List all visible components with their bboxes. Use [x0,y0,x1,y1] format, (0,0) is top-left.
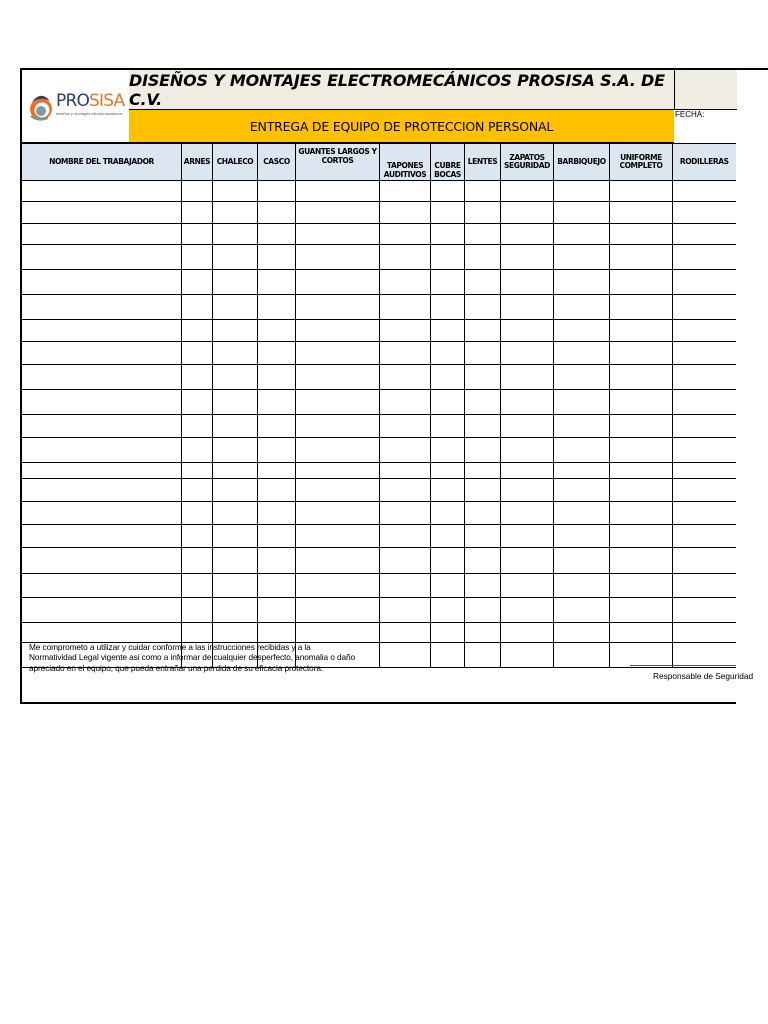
table-cell[interactable] [258,548,296,574]
table-cell[interactable] [431,574,465,598]
table-cell[interactable] [554,320,610,342]
table-cell[interactable] [258,202,296,224]
table-cell[interactable] [296,623,380,643]
table-cell[interactable] [22,181,182,202]
table-cell[interactable] [22,270,182,295]
table-cell[interactable] [213,320,258,342]
col-header-rodilleras: RODILLERAS [673,144,736,181]
table-cell[interactable] [465,643,501,668]
table-cell[interactable] [380,245,431,270]
table-cell[interactable] [431,463,465,479]
table-cell[interactable] [431,202,465,224]
table-row [22,202,736,224]
table-cell[interactable] [610,320,673,342]
table-row [22,574,736,598]
table-cell[interactable] [258,245,296,270]
table-cell[interactable] [610,574,673,598]
table-cell[interactable] [554,525,610,548]
table-cell[interactable] [673,224,736,245]
table-cell[interactable] [673,270,736,295]
table-cell[interactable] [22,548,182,574]
table-cell[interactable] [258,295,296,320]
table-cell[interactable] [22,525,182,548]
table-cell[interactable] [673,479,736,502]
logo-tagline: diseños y montajes electromecánicos [56,111,123,116]
ppe-delivery-table [21,143,736,668]
table-row [22,415,736,438]
table-row [22,463,736,479]
table-cell[interactable] [610,463,673,479]
table-cell[interactable] [465,342,501,365]
col-header-zapatos: ZAPATOS SEGURIDAD [501,144,554,181]
table-cell[interactable] [258,525,296,548]
table-cell[interactable] [22,438,182,463]
table-cell[interactable] [673,365,736,390]
table-row [22,548,736,574]
table-cell[interactable] [182,390,213,415]
table-cell[interactable] [554,245,610,270]
table-cell[interactable] [610,342,673,365]
table-cell[interactable] [182,202,213,224]
table-cell[interactable] [213,438,258,463]
prosisa-logo-icon [28,92,54,124]
table-cell[interactable] [213,502,258,525]
form-subtitle: ENTREGA DE EQUIPO DE PROTECCION PERSONAL [249,118,554,134]
table-cell[interactable] [431,181,465,202]
table-cell[interactable] [554,623,610,643]
table-cell[interactable] [501,623,554,643]
table-cell[interactable] [182,320,213,342]
table-cell[interactable] [380,415,431,438]
table-cell[interactable] [610,525,673,548]
table-cell[interactable] [296,295,380,320]
table-cell[interactable] [554,295,610,320]
table-cell[interactable] [296,342,380,365]
table-cell[interactable] [610,224,673,245]
table-cell[interactable] [296,245,380,270]
table-cell[interactable] [258,320,296,342]
table-cell[interactable] [554,415,610,438]
table-cell[interactable] [22,502,182,525]
table-cell[interactable] [182,245,213,270]
table-cell[interactable] [182,479,213,502]
table-cell[interactable] [501,320,554,342]
commitment-text: Me comprometo a utilizar y cuidar conforme a las instrucciones recibidas y a la Normatividad Legal vigente asi como a informar de cualquier desperfecto, anomalia o daño apreciado en el equipo, que pueda entrañar una perdida de su eficacia protectora. [29,642,356,673]
table-cell[interactable] [22,479,182,502]
table-cell[interactable] [213,245,258,270]
table-cell[interactable] [258,479,296,502]
table-cell[interactable] [22,415,182,438]
table-cell[interactable] [296,502,380,525]
table-cell[interactable] [610,623,673,643]
table-cell[interactable] [296,365,380,390]
table-cell[interactable] [431,548,465,574]
table-row [22,342,736,365]
table-cell[interactable] [673,463,736,479]
table-cell[interactable] [213,548,258,574]
table-cell[interactable] [258,270,296,295]
table-cell[interactable] [296,525,380,548]
table-cell[interactable] [554,365,610,390]
table-cell[interactable] [501,365,554,390]
table-cell[interactable] [610,643,673,668]
table-body [22,181,736,668]
table-cell[interactable] [465,574,501,598]
table-cell[interactable] [213,295,258,320]
table-cell[interactable] [431,438,465,463]
signature-line [630,665,736,666]
table-cell[interactable] [182,525,213,548]
table-cell[interactable] [554,479,610,502]
table-cell[interactable] [673,502,736,525]
table-cell[interactable] [431,479,465,502]
table-cell[interactable] [22,295,182,320]
table-cell[interactable] [465,438,501,463]
table-cell[interactable] [22,202,182,224]
sheet-frame-bottom [20,702,736,704]
table-cell[interactable] [182,502,213,525]
table-cell[interactable] [554,438,610,463]
table-cell[interactable] [431,224,465,245]
table-cell[interactable] [673,390,736,415]
table-cell[interactable] [610,245,673,270]
table-cell[interactable] [380,623,431,643]
table-cell[interactable] [501,525,554,548]
table-cell[interactable] [258,415,296,438]
table-row [22,438,736,463]
col-header-uniforme: UNIFORME COMPLETO [610,144,673,181]
table-cell[interactable] [213,342,258,365]
table-cell[interactable] [296,463,380,479]
table-cell[interactable] [380,598,431,623]
table-cell[interactable] [610,181,673,202]
table-cell[interactable] [554,224,610,245]
table-cell[interactable] [380,574,431,598]
table-row [22,245,736,270]
table-cell[interactable] [182,224,213,245]
table-cell[interactable] [213,415,258,438]
table-cell[interactable] [380,502,431,525]
table-cell[interactable] [465,270,501,295]
table-cell[interactable] [213,623,258,643]
table-cell[interactable] [22,598,182,623]
table-cell[interactable] [554,548,610,574]
table-cell[interactable] [501,415,554,438]
table-cell[interactable] [296,574,380,598]
table-cell[interactable] [380,525,431,548]
table-cell[interactable] [431,390,465,415]
table-cell[interactable] [610,295,673,320]
table-cell[interactable] [554,502,610,525]
table-cell[interactable] [182,548,213,574]
table-row [22,479,736,502]
table-row [22,598,736,623]
table-cell[interactable] [431,525,465,548]
table-cell[interactable] [501,598,554,623]
table-cell[interactable] [501,643,554,668]
table-cell[interactable] [380,295,431,320]
table-cell[interactable] [673,574,736,598]
table-cell[interactable] [258,181,296,202]
table-cell[interactable] [673,342,736,365]
table-cell[interactable] [465,390,501,415]
table-cell[interactable] [431,245,465,270]
table-row [22,270,736,295]
fecha-label: FECHA: [675,110,705,119]
table-cell[interactable] [182,181,213,202]
table-cell[interactable] [22,224,182,245]
table-cell[interactable] [501,342,554,365]
table-cell[interactable] [380,181,431,202]
table-cell[interactable] [380,463,431,479]
table-cell[interactable] [296,202,380,224]
table-cell[interactable] [380,342,431,365]
table-cell[interactable] [465,525,501,548]
table-cell[interactable] [501,245,554,270]
table-cell[interactable] [673,623,736,643]
col-header-lentes: LENTES [465,144,501,181]
table-cell[interactable] [501,438,554,463]
table-cell[interactable] [501,502,554,525]
company-title-bar [129,70,674,110]
col-header-nombre: NOMBRE DEL TRABAJADOR [22,144,182,181]
table-cell[interactable] [22,574,182,598]
col-header-tapones: TAPONES AUDITIVOS [380,144,431,181]
table-cell[interactable] [554,574,610,598]
table-cell[interactable] [296,438,380,463]
table-cell[interactable] [501,202,554,224]
table-cell[interactable] [465,548,501,574]
signature-label: Responsable de Seguridad [653,671,754,681]
table-cell[interactable] [213,479,258,502]
table-cell[interactable] [554,342,610,365]
table-cell[interactable] [431,270,465,295]
table-cell[interactable] [213,390,258,415]
table-cell[interactable] [182,438,213,463]
table-cell[interactable] [380,270,431,295]
table-cell[interactable] [258,224,296,245]
table-cell[interactable] [554,643,610,668]
logo-wordmark: PROSISA [56,91,125,111]
table-cell[interactable] [213,525,258,548]
table-cell[interactable] [213,574,258,598]
form-subtitle-bar [129,110,674,143]
table-cell[interactable] [22,245,182,270]
col-header-cubre-bocas: CUBRE BOCAS [431,144,465,181]
table-cell[interactable] [431,623,465,643]
table-cell[interactable] [673,320,736,342]
table-cell[interactable] [22,623,182,643]
table-cell[interactable] [296,270,380,295]
table-cell[interactable] [182,463,213,479]
table-cell[interactable] [258,574,296,598]
table-cell[interactable] [673,181,736,202]
table-cell[interactable] [673,598,736,623]
table-cell[interactable] [465,598,501,623]
table-row [22,224,736,245]
table-cell[interactable] [610,202,673,224]
table-cell[interactable] [213,181,258,202]
table-row [22,365,736,390]
table-cell[interactable] [380,548,431,574]
table-cell[interactable] [610,390,673,415]
table-cell[interactable] [296,390,380,415]
table-cell[interactable] [501,479,554,502]
table-cell[interactable] [465,479,501,502]
table-cell[interactable] [431,342,465,365]
table-cell[interactable] [501,548,554,574]
table-cell[interactable] [258,390,296,415]
table-cell[interactable] [610,365,673,390]
table-row [22,525,736,548]
table-cell[interactable] [213,365,258,390]
table-cell[interactable] [501,270,554,295]
table-cell[interactable] [258,342,296,365]
table-cell[interactable] [673,438,736,463]
table-cell[interactable] [554,598,610,623]
table-cell[interactable] [182,342,213,365]
table-cell[interactable] [22,390,182,415]
table-cell[interactable] [213,224,258,245]
table-cell[interactable] [610,502,673,525]
table-cell[interactable] [296,224,380,245]
table-cell[interactable] [431,365,465,390]
table-cell[interactable] [554,390,610,415]
table-cell[interactable] [501,390,554,415]
table-cell[interactable] [258,598,296,623]
table-cell[interactable] [673,525,736,548]
table-cell[interactable] [431,415,465,438]
table-cell[interactable] [501,295,554,320]
table-cell[interactable] [610,598,673,623]
table-cell[interactable] [673,415,736,438]
table-cell[interactable] [501,574,554,598]
table-cell[interactable] [213,463,258,479]
table-cell[interactable] [182,623,213,643]
table-cell[interactable] [610,438,673,463]
table-cell[interactable] [673,548,736,574]
table-cell[interactable] [465,365,501,390]
table-cell[interactable] [296,598,380,623]
table-cell[interactable] [182,415,213,438]
table-cell[interactable] [296,320,380,342]
table-cell[interactable] [431,320,465,342]
col-header-guantes: GUANTES LARGOS Y CORTOS [296,144,380,181]
table-row [22,320,736,342]
table-cell[interactable] [431,295,465,320]
col-header-barbiquejo: BARBIQUEJO [554,144,610,181]
table-cell[interactable] [380,438,431,463]
table-cell[interactable] [22,342,182,365]
table-cell[interactable] [182,598,213,623]
table-cell[interactable] [431,502,465,525]
col-header-casco: CASCO [258,144,296,181]
table-cell[interactable] [554,463,610,479]
table-cell[interactable] [610,548,673,574]
table-cell[interactable] [610,415,673,438]
table-cell[interactable] [296,181,380,202]
table-cell[interactable] [258,502,296,525]
table-header-row [22,144,736,181]
table-cell[interactable] [673,202,736,224]
col-header-chaleco: CHALECO [213,144,258,181]
table-cell[interactable] [182,574,213,598]
table-cell[interactable] [22,463,182,479]
table-cell[interactable] [501,463,554,479]
table-cell[interactable] [213,598,258,623]
table-row [22,502,736,525]
table-cell[interactable] [258,463,296,479]
table-cell[interactable] [465,623,501,643]
table-cell[interactable] [554,270,610,295]
table-cell[interactable] [554,202,610,224]
table-cell[interactable] [182,295,213,320]
table-cell[interactable] [258,365,296,390]
table-cell[interactable] [380,224,431,245]
table-cell[interactable] [610,270,673,295]
table-cell[interactable] [465,320,501,342]
table-cell[interactable] [296,415,380,438]
table-cell[interactable] [380,479,431,502]
table-row [22,295,736,320]
table-cell[interactable] [501,181,554,202]
table-cell[interactable] [673,245,736,270]
table-cell[interactable] [465,415,501,438]
table-cell[interactable] [465,245,501,270]
table-cell[interactable] [465,463,501,479]
table-cell[interactable] [22,365,182,390]
company-logo [22,70,130,143]
table-cell[interactable] [465,502,501,525]
table-cell[interactable] [465,224,501,245]
table-cell[interactable] [182,365,213,390]
table-cell[interactable] [673,643,736,668]
table-cell[interactable] [213,202,258,224]
table-cell[interactable] [296,479,380,502]
table-cell[interactable] [465,295,501,320]
table-cell[interactable] [296,548,380,574]
table-cell[interactable] [465,181,501,202]
table-cell[interactable] [673,295,736,320]
col-header-arnes: ARNES [182,144,213,181]
table-cell[interactable] [610,479,673,502]
table-cell[interactable] [501,224,554,245]
title-right-cell [674,70,737,110]
table-cell[interactable] [380,202,431,224]
table-row [22,390,736,415]
table-cell[interactable] [258,438,296,463]
table-cell[interactable] [380,365,431,390]
table-cell[interactable] [431,598,465,623]
table-row [22,181,736,202]
table-cell[interactable] [258,623,296,643]
company-title: DISEÑOS Y MONTAJES ELECTROMECÁNICOS PROSISA S.A. DE C.V. [129,70,665,109]
table-cell[interactable] [465,202,501,224]
table-cell[interactable] [554,181,610,202]
table-cell[interactable] [182,270,213,295]
table-cell[interactable] [213,270,258,295]
table-row [22,623,736,643]
table-cell[interactable] [380,390,431,415]
table-cell[interactable] [22,320,182,342]
table-cell[interactable] [380,320,431,342]
